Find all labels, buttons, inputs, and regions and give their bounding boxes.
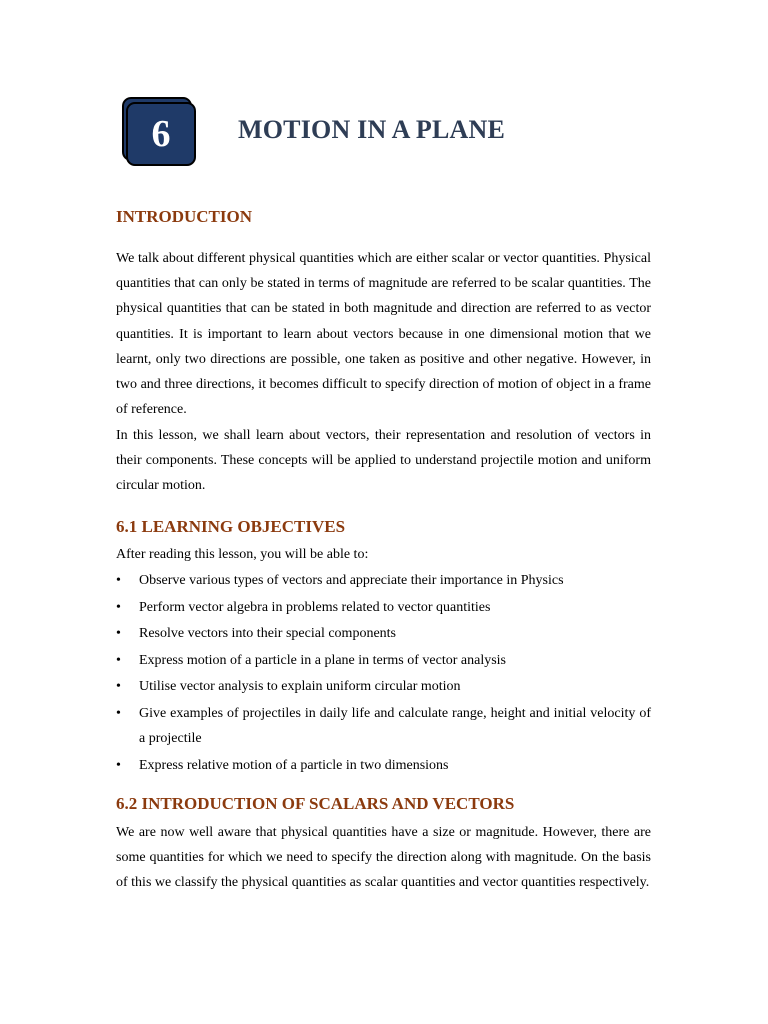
bullet-icon: • [116,573,121,588]
bullet-icon: • [116,599,121,615]
bullet-icon: • [116,757,121,773]
objective-item [116,568,651,594]
bullet-icon: • [116,652,121,668]
chapter-number-badge [122,97,196,165]
chapter-number: 6 [126,102,196,166]
objective-item [116,753,651,779]
learning-objectives-lead: After reading this lesson, you will be able to: [116,547,369,562]
objective-text: Resolve vectors into their special components [139,626,396,641]
objective-text: Express motion of a particle in a plane in terms of vector analysis [139,652,507,668]
objective-item [116,621,651,647]
objective-text: Perform vector algebra in problems related to vector quantities [139,599,491,615]
introduction-paragraph-2: In this lesson, we shall learn about vectors, their representation and resolution of vectors in their components. These concepts will be applied to understand projectile motion and uniform circular motion. [116,428,651,494]
objective-text: Observe various types of vectors and appreciate their importance in Physics [139,573,564,588]
learning-objectives-heading: 6.1 LEARNING OBJECTIVES [116,517,346,536]
bullet-icon: • [116,705,121,721]
bullet-icon: • [116,679,121,694]
scalars-vectors-heading: 6.2 INTRODUCTION OF SCALARS AND VECTORS [116,794,515,813]
objective-item [116,595,651,621]
objective-item [116,674,651,700]
objectives-list [116,568,651,779]
chapter-title: MOTION IN A PLANE [238,115,506,144]
objective-item [116,648,651,674]
objective-text: Give examples of projectiles in daily life and calculate range, height and initial velocity of a projectile [139,705,651,746]
objective-text: Utilise vector analysis to explain uniform circular motion [139,679,461,694]
objective-item [116,701,651,752]
scalars-vectors-paragraph: We are now well aware that physical quantities have a size or magnitude. However, there are some quantities for which we need to specify the direction along with magnitude. On the basis of this we classify the physical quantities as scalar quantities and vector quantities respectively. [116,825,651,891]
objective-text: Express relative motion of a particle in two dimensions [139,757,449,773]
bullet-icon: • [116,626,121,641]
introduction-heading: INTRODUCTION [116,207,253,226]
introduction-paragraph-1: We talk about different physical quantities which are either scalar or vector quantities. Physical quantities that can only be stated in terms of magnitude are referred to be scalar quantities. The physical quantities that can be stated in both magnitude and direction are referred to as vector quantities. It is important to learn about vectors because in one dimensional motion that we learnt, only two directions are possible, one taken as positive and other negative. However, in two and three directions, it becomes difficult to specify direction of motion of object in a frame of reference. [116,251,651,418]
